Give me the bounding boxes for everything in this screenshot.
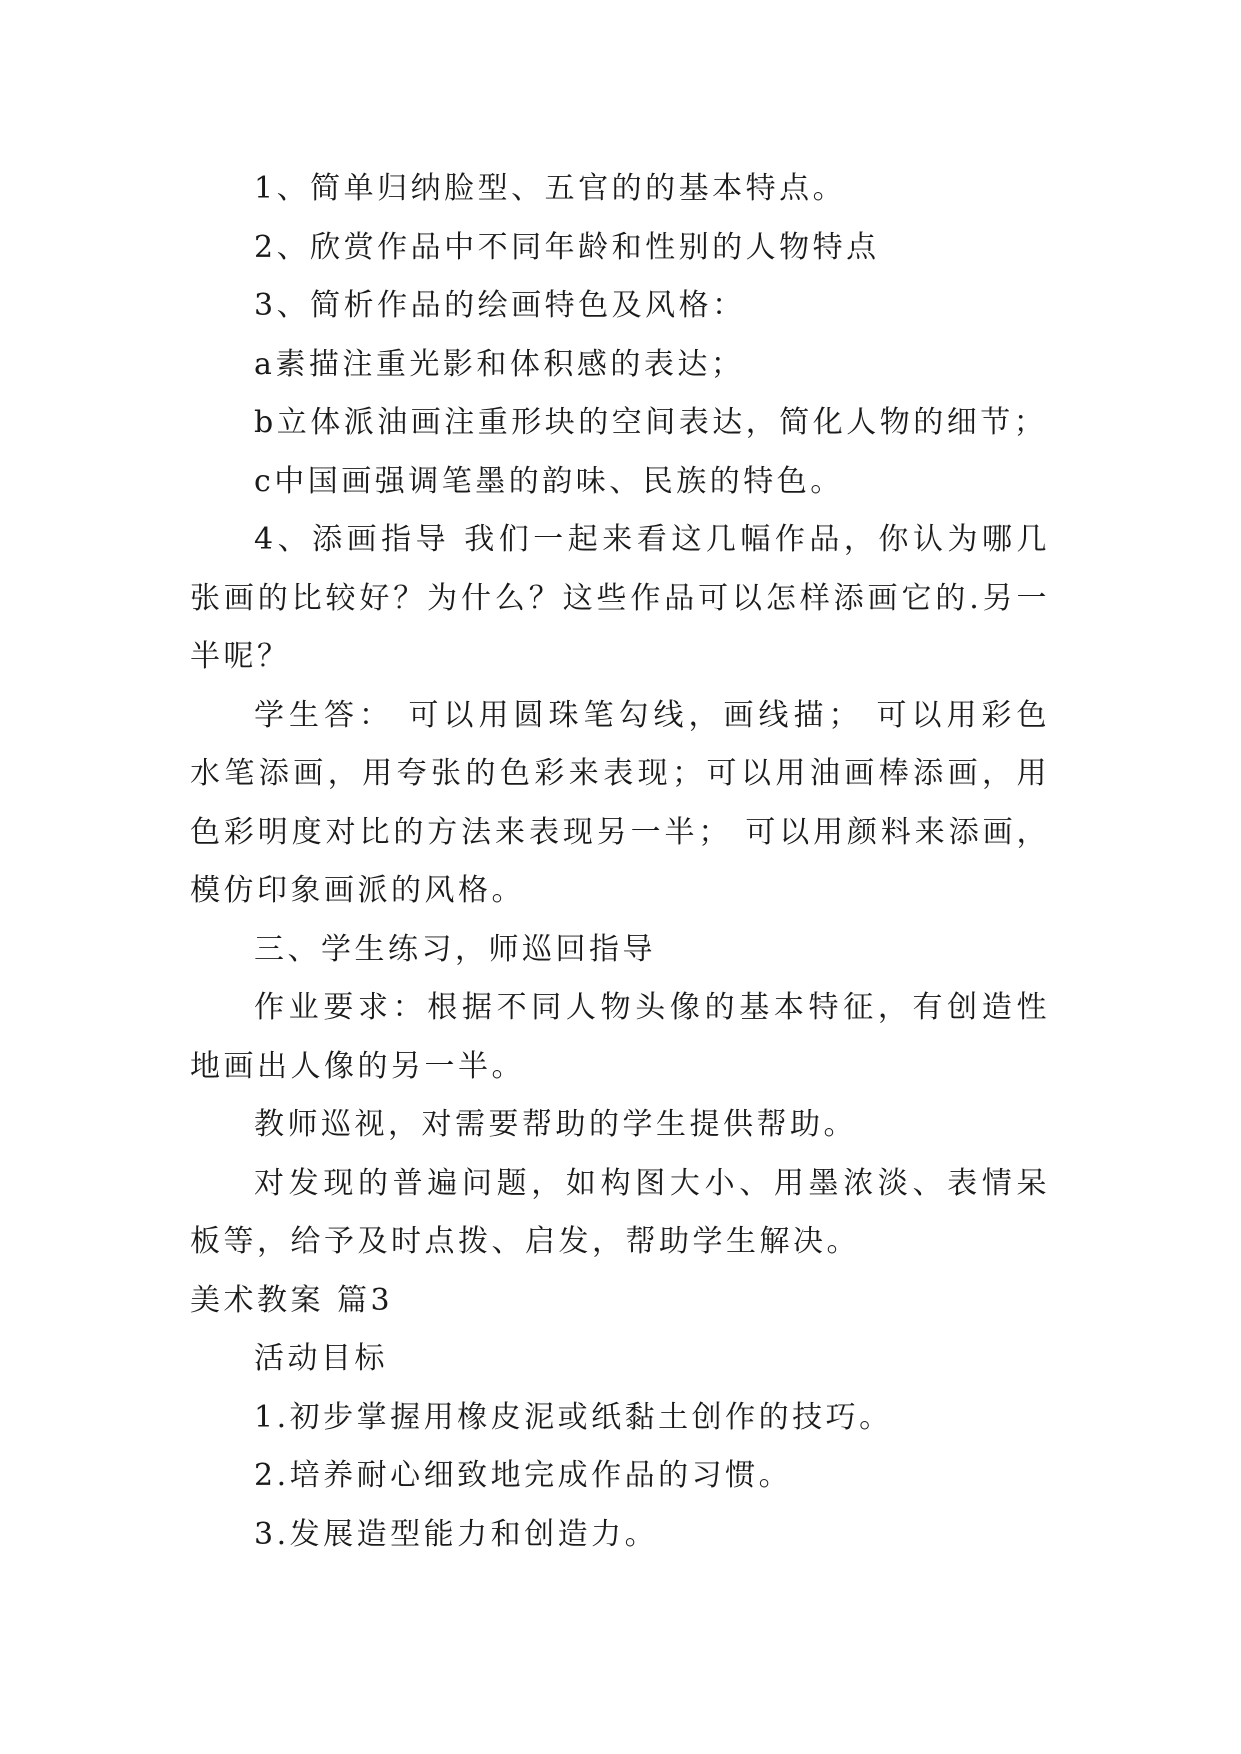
document-body bbox=[190, 160, 1050, 1564]
paragraph-3: 3、简析作品的绘画特色及风格： bbox=[254, 288, 746, 323]
paragraph-8: 学生答： 可以用圆珠笔勾线，画线描； 可以用彩色水笔添画，用夸张的色彩来表现；可以用油画棒添画，用色彩明度对比的方法来表现另一半； 可以用颜料来添画，模仿印象画派的风格。 bbox=[190, 697, 1050, 908]
paragraph-16: 2.培养耐心细致地完成作品的习惯。 bbox=[254, 1458, 793, 1493]
paragraph-2: 2、欣赏作品中不同年龄和性别的人物特点 bbox=[254, 229, 880, 265]
paragraph-6: c中国画强调笔墨的韵味、民族的特色。 bbox=[254, 463, 844, 499]
paragraph-5: b立体派油画注重形块的空间表达，简化人物的细节； bbox=[254, 405, 1048, 440]
paragraph-1: 1、简单归纳脸型、五官的的基本特点。 bbox=[254, 171, 847, 206]
section-heading: 美术教案 篇3 bbox=[190, 1282, 394, 1318]
paragraph-17: 3.发展造型能力和创造力。 bbox=[254, 1516, 659, 1552]
paragraph-12: 对发现的普遍问题，如构图大小、用墨浓淡、表情呆板等，给予及时点拨、启发，帮助学生解决。 bbox=[190, 1165, 1050, 1259]
paragraph-15: 1.初步掌握用橡皮泥或纸黏土创作的技巧。 bbox=[254, 1399, 893, 1435]
paragraph-10: 作业要求：根据不同人物头像的基本特征，有创造性地画出人像的另一半。 bbox=[190, 990, 1050, 1084]
paragraph-7: 4、添画指导 我们一起来看这几幅作品，你认为哪几张画的比较好？为什么？这些作品可以怎样添画它的.另一半呢？ bbox=[190, 522, 1050, 674]
paragraph-9: 三、学生练习，师巡回指导 bbox=[254, 931, 656, 967]
paragraph-11: 教师巡视，对需要帮助的学生提供帮助。 bbox=[254, 1107, 857, 1142]
paragraph-4: a素描注重光影和体积感的表达； bbox=[254, 346, 745, 382]
paragraph-14: 活动目标 bbox=[254, 1341, 388, 1376]
